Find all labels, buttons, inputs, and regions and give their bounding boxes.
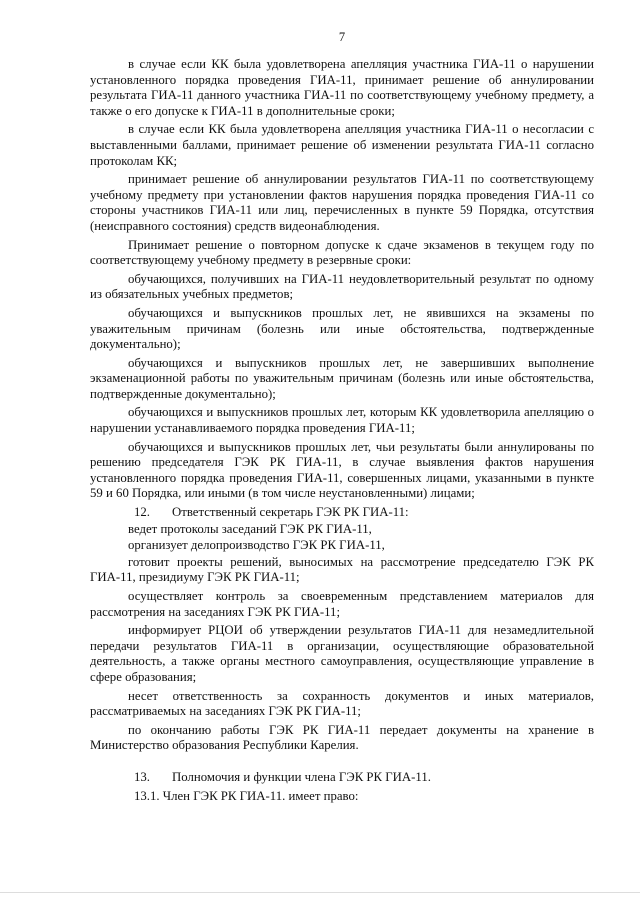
section-12-item: несет ответственность за сохранность документов и иных материалов, рассматриваемых на заседаниях ГЭК РК ГИА-11; <box>90 688 594 719</box>
section-12-heading <box>90 505 594 521</box>
section-13-heading <box>90 770 594 786</box>
paragraph: Принимает решение о повторном допуске к сдаче экзаменов в текущем году по соответствующему учебному предмету в резервные сроки: <box>90 237 594 268</box>
paragraph: обучающихся и выпускников прошлых лет, не завершивших выполнение экзаменационной работы по уважительным причинам (болезнь или иные обстоятельства, подтвержденные документально); <box>90 355 594 401</box>
paragraph: обучающихся и выпускников прошлых лет, которым КК удовлетворила апелляцию о нарушении устанавливаемого порядка проведения ГИА-11; <box>90 405 594 436</box>
section-13-1-title: Член ГЭК РК ГИА-11. имеет право: <box>162 788 359 803</box>
section-13-number: 13. <box>134 769 150 784</box>
document-body <box>90 57 594 804</box>
section-12-item: организует делопроизводство ГЭК РК ГИА-11, <box>128 538 385 553</box>
paragraph: в случае если КК была удовлетворена апелляция участника ГИА-11 о нарушении установленного порядка проведения ГИА-11, принимает решение об аннулировании результата ГИА-11 данного участника ГИА-11 по соответствующему учебному предмету, а также о его допуске к ГИА-11 в дополнительные сроки; <box>90 57 594 118</box>
page-bottom-edge <box>0 892 640 893</box>
section-12-item: информирует РЦОИ об утверждении результатов ГИА-11 для незамедлительной передачи результатов ГИА-11 в организации, осуществляющие образовательной деятельность, а также органы местного самоуправления, осуществляющие управление в сфере образования; <box>90 623 594 684</box>
section-13-1-number: 13.1. <box>134 788 160 803</box>
section-12-item: ведет протоколы заседаний ГЭК РК ГИА-11, <box>128 521 372 536</box>
section-12-item: готовит проекты решений, выносимых на рассмотрение председателю ГЭК РК ГИА-11, президиуму ГЭК РК ГИА-11; <box>90 554 594 585</box>
section-12-item: по окончанию работы ГЭК РК ГИА-11 передает документы на хранение в Министерство образования Республики Карелия. <box>90 722 594 753</box>
section-13-1-heading <box>90 789 594 805</box>
paragraph: обучающихся и выпускников прошлых лет, чьи результаты были аннулированы по решению председателя ГЭК РК ГИА-11, в случае выявления фактов нарушения установленного порядка проведения ГИА-11, совершенных лицами, указанными в пункте 59 и 60 Порядка, или иными (в том числе неустановленными) лицами; <box>90 439 594 501</box>
section-13-title: Полномочия и функции члена ГЭК РК ГИА-11. <box>172 769 431 784</box>
paragraph: обучающихся и выпускников прошлых лет, не явившихся на экзамены по уважительным причинам (болезнь или иные обстоятельства, подтвержденные документально); <box>90 305 594 352</box>
paragraph: обучающихся, получивших на ГИА-11 неудовлетворительный результат по одному из обязательных учебных предметов; <box>90 271 594 302</box>
paragraph: в случае если КК была удовлетворена апелляция участника ГИА-11 о несогласии с выставленными баллами, принимает решение об изменении результата ГИА-11 согласно протоколам КК; <box>90 122 594 168</box>
page-number: 7 <box>338 30 346 44</box>
section-12-item: осуществляет контроль за своевременным представлением материалов для рассмотрения на заседаниях ГЭК РК ГИА-11; <box>90 589 594 619</box>
paragraph: принимает решение об аннулировании результатов ГИА-11 по соответствующему учебному предмету при установлении фактов нарушения порядка проведения ГИА-11 со стороны участников ГИА-11 или лиц, перечисленных в пункте 59 Порядка, отсутствия (неисправного состояния) средств видеонаблюдения. <box>90 172 594 233</box>
section-12-title: Ответственный секретарь ГЭК РК ГИА-11: <box>172 505 409 520</box>
section-12-number: 12. <box>134 505 150 520</box>
